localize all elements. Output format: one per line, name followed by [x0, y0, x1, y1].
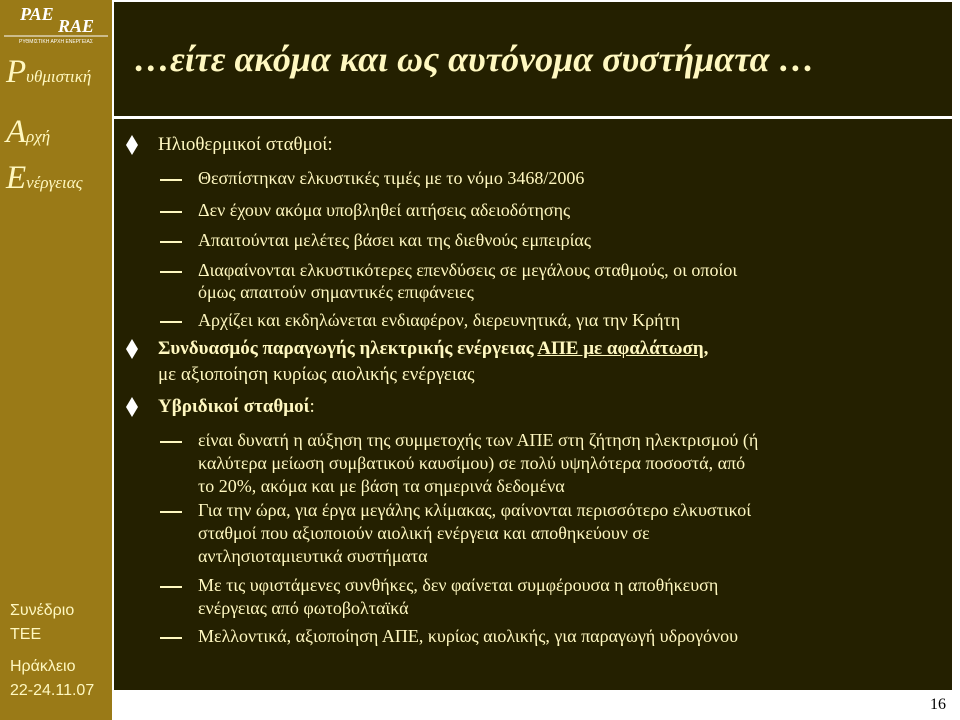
- dash-bullet-icon: [160, 586, 182, 588]
- sub-item: Μελλοντικά, αξιοποίηση ΑΠΕ, κυρίως αιολικής, για παραγωγή υδρογόνου: [198, 626, 738, 647]
- bullet-hybrid: Υβριδικοί σταθμοί:: [158, 396, 315, 418]
- page-number: 16: [930, 696, 946, 713]
- sub-item-continuation: σταθμοί που αξιοποιούν αιολική ενέργεια και αποθηκεύουν σε: [198, 523, 650, 543]
- sidebar-footer-line-2: ΤΕΕ: [10, 626, 42, 643]
- sub-item: Αρχίζει και εκδηλώνεται ενδιαφέρον, διερευνητικά, για την Κρήτη: [198, 310, 680, 331]
- dash-bullet-icon: [160, 211, 182, 213]
- sub-item: Με τις υφιστάμενες συνθήκες, δεν φαίνεται συμφέρουσα η αποθήκευση: [198, 575, 718, 596]
- slide-content: [114, 2, 952, 690]
- rae-logo: [4, 2, 108, 44]
- title-divider: [114, 116, 952, 119]
- sub-item-continuation: όμως απαιτούν σημαντικές επιφάνειες: [198, 282, 474, 302]
- sub-item-continuation: αντλησιοταμιευτικά συστήματα: [198, 546, 428, 566]
- dash-bullet-icon: [160, 511, 182, 513]
- dash-bullet-icon: [160, 637, 182, 639]
- heliothermal-heading: Ηλιοθερμικοί σταθμοί:: [158, 134, 333, 155]
- sub-item-continuation: καλύτερα μείωση συμβατικού καυσίμου) σε πολύ υψηλότερα ποσοστά, από: [198, 453, 746, 473]
- slide-title: …είτε ακόμα και ως αυτόνομα συστήματα …: [134, 39, 815, 79]
- sub-item-continuation: το 20%, ακόμα και με βάση τα σημερινά δεδομένα: [198, 476, 565, 496]
- logo-text-rae: RAE: [58, 16, 95, 36]
- res-desalination-underlined: ΑΠΕ με αφαλάτωση: [537, 338, 704, 359]
- sidebar-title-2: Aρχή: [6, 114, 51, 150]
- logo-tagline: ΡΥΘΜΙΣΤΙΚΗ ΑΡΧΗ ΕΝΕΡΓΕΙΑΣ: [19, 39, 93, 44]
- logo-text-pae: PAE: [20, 4, 54, 24]
- sub-item-continuation: ενέργειας από φωτοβολταϊκά: [198, 598, 409, 618]
- sidebar-footer-line-3: Ηράκλειο: [10, 658, 76, 675]
- sub-item: Διαφαίνονται ελκυστικότερες επενδύσεις σε μεγάλους σταθμούς, οι οποίοι: [198, 260, 737, 281]
- sub-item: Για την ώρα, για έργα μεγάλης κλίμακας, φαίνονται περισσότερο ελκυστικοί: [198, 500, 751, 521]
- bullet-desalination: Συνδυασμός παραγωγής ηλεκτρικής ενέργειας ΑΠΕ με αφαλάτωση,: [158, 338, 708, 360]
- desalination-line-2: με αξιοποίηση κυρίως αιολικής ενέργειας: [158, 364, 475, 385]
- dash-bullet-icon: [160, 321, 182, 323]
- bullet-heliothermal: [158, 134, 333, 156]
- sub-item: Δεν έχουν ακόμα υποβληθεί αιτήσεις αδειοδότησης: [198, 200, 570, 221]
- sidebar-title-3: Eνέργειας: [6, 160, 83, 196]
- dash-bullet-icon: [160, 271, 182, 273]
- diamond-bullet-icon: [124, 338, 140, 360]
- dash-bullet-icon: [160, 241, 182, 243]
- dash-bullet-icon: [160, 441, 182, 443]
- sidebar-footer-line-1: Συνέδριο: [10, 602, 75, 619]
- diamond-bullet-icon: [124, 396, 140, 418]
- diamond-bullet-icon: [124, 134, 140, 156]
- sidebar-title-1: Pυθμιστική: [6, 54, 92, 90]
- sub-item: Απαιτούνται μελέτες βάσει και της διεθνούς εμπειρίας: [198, 230, 591, 251]
- sub-item: είναι δυνατή η αύξηση της συμμετοχής των ΑΠΕ στη ζήτηση ηλεκτρισμού (ή: [198, 430, 758, 451]
- sub-item: Θεσπίστηκαν ελκυστικές τιμές με το νόμο 3468/2006: [198, 168, 584, 189]
- sidebar: [0, 0, 112, 720]
- sidebar-footer-line-4: 22-24.11.07: [10, 682, 95, 699]
- dash-bullet-icon: [160, 179, 182, 181]
